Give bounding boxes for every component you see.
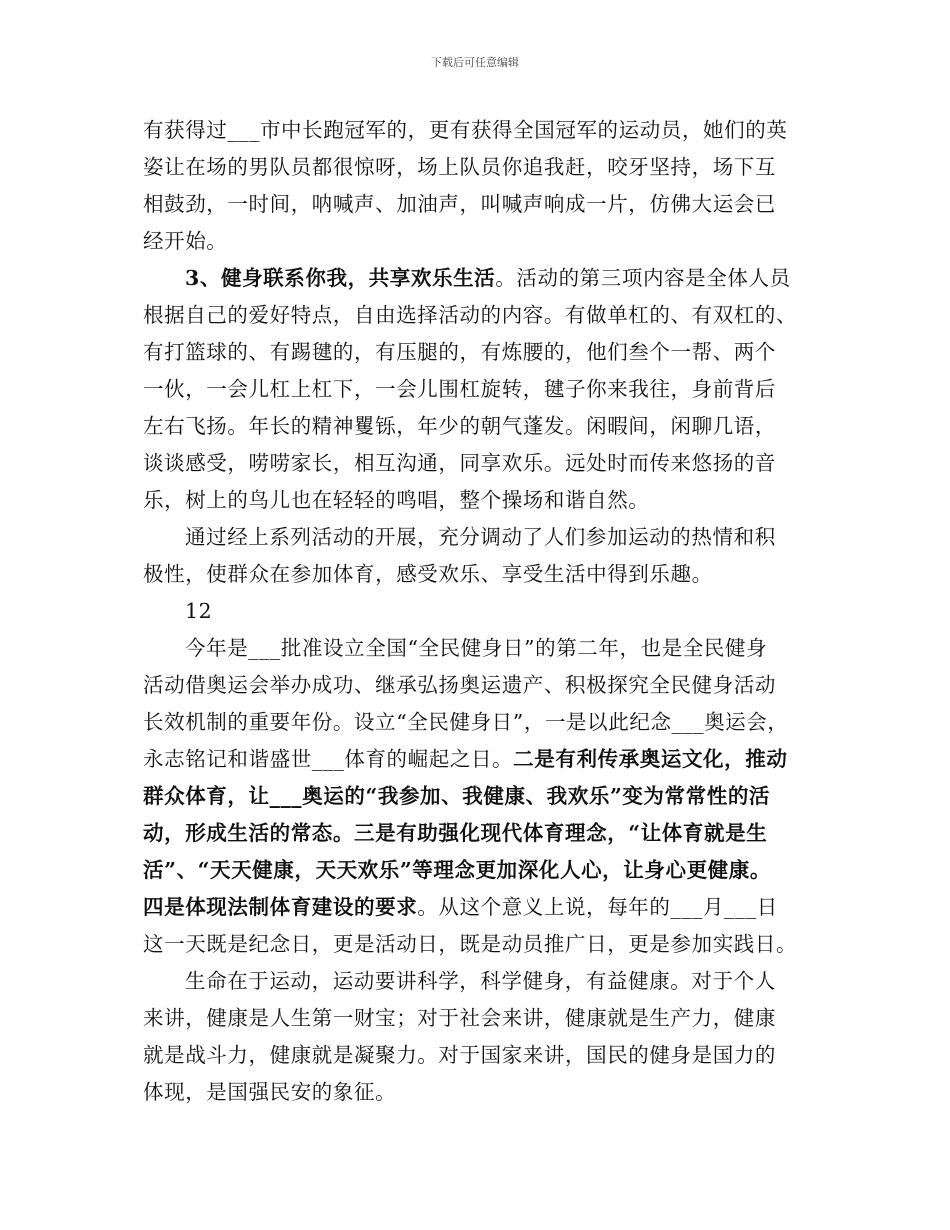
text-segment: 体现，是国强民安的象征。 bbox=[143, 1080, 397, 1104]
text-line bbox=[143, 1074, 835, 1111]
text-segment: 姿让在场的男队员都很惊呀，场上队员你追我赶，咬牙坚持，场下互 bbox=[143, 155, 776, 179]
text-segment: 根据自己的爱好特点，自由选择活动的内容。有做单杠的、有双杠的、 bbox=[143, 303, 798, 327]
text-segment: 谈谈感受，唠唠家长，相互沟通，同享欢乐。远处时而传来悠扬的音 bbox=[143, 451, 776, 475]
text-line bbox=[143, 112, 835, 149]
text-segment: 通过经上系列活动的开展，充分调动了人们参加运动的热情和积 bbox=[185, 525, 776, 549]
text-segment: 乐，树上的鸟儿也在轻轻的鸣唱，整个操场和谐自然。 bbox=[143, 488, 650, 512]
text-segment: 就是战斗力，健康就是凝聚力。对于国家来讲，国民的健身是国力的 bbox=[143, 1043, 776, 1067]
text-segment: 有获得过___市中长跑冠军的，更有获得全国冠军的运动员，她们的英 bbox=[143, 118, 788, 142]
text-line bbox=[143, 926, 835, 963]
document-body bbox=[143, 112, 835, 1111]
text-line bbox=[143, 149, 835, 186]
text-line bbox=[143, 334, 835, 371]
text-segment: 来讲，健康是人生第一财宝；对于社会来讲，健康就是生产力，健康 bbox=[143, 1006, 776, 1030]
text-segment: 12 bbox=[185, 599, 213, 623]
text-segment: 极性，使群众在参加体育，感受欢乐、享受生活中得到乐趣。 bbox=[143, 562, 713, 586]
text-segment: 今年是___批准设立全国“全民健身日”的第二年，也是全民健身 bbox=[185, 636, 768, 660]
bold-text-segment: 3、健身联系你我，共享欢乐生活 bbox=[185, 266, 496, 290]
bold-text-segment: 活”、“天天健康，天天欢乐”等理念更加深化人心，让身心更健康。 bbox=[143, 858, 771, 882]
text-segment: 一伙，一会儿杠上杠下，一会儿围杠旋转，毽子你来我往，身前背后 bbox=[143, 377, 776, 401]
text-line bbox=[143, 593, 835, 630]
text-line bbox=[143, 186, 835, 223]
page-header: 下载后可任意编辑 bbox=[431, 56, 519, 69]
text-line bbox=[143, 667, 835, 704]
text-line bbox=[143, 223, 835, 260]
text-segment: 相鼓劲，一时间，呐喊声、加油声，叫喊声响成一片，仿佛大运会已 bbox=[143, 192, 776, 216]
text-line bbox=[143, 778, 835, 815]
text-segment: 。从这个意义上说，每年的___月___日 bbox=[417, 895, 778, 919]
text-line bbox=[143, 445, 835, 482]
text-line bbox=[143, 408, 835, 445]
text-line bbox=[143, 852, 835, 889]
text-segment: 活动借奥运会举办成功、继承弘扬奥运遗产、积极探究全民健身活动 bbox=[143, 673, 776, 697]
text-segment: 。活动的第三项内容是全体人员 bbox=[495, 266, 791, 290]
bold-text-segment: 群众体育，让___奥运的“我参加、我健康、我欢乐”变为常常性的活 bbox=[143, 784, 771, 808]
text-line bbox=[143, 371, 835, 408]
text-segment: 长效机制的重要年份。设立“全民健身日”，一是以此纪念___奥运会， bbox=[143, 710, 789, 734]
text-line bbox=[143, 519, 835, 556]
bold-text-segment: 四是体现法制体育建设的要求 bbox=[143, 895, 418, 919]
text-line bbox=[143, 963, 835, 1000]
bold-text-segment: 二是有利传承奥运文化，推动 bbox=[513, 747, 788, 771]
text-line bbox=[143, 1000, 835, 1037]
text-line bbox=[143, 297, 835, 334]
text-line bbox=[143, 741, 835, 778]
text-segment: 这一天既是纪念日，更是活动日，既是动员推广日，更是参加实践日。 bbox=[143, 932, 798, 956]
bold-text-segment: 动，形成生活的常态。三是有助强化现代体育理念，“让体育就是生 bbox=[143, 821, 768, 845]
text-line bbox=[143, 260, 835, 297]
text-line bbox=[143, 1037, 835, 1074]
text-segment: 有打篮球的、有踢毽的，有压腿的，有炼腰的，他们叁个一帮、两个 bbox=[143, 340, 776, 364]
text-line bbox=[143, 889, 835, 926]
text-segment: 生命在于运动，运动要讲科学，科学健身，有益健康。对于个人 bbox=[185, 969, 776, 993]
text-line bbox=[143, 630, 835, 667]
text-line bbox=[143, 704, 835, 741]
text-line bbox=[143, 482, 835, 519]
text-line bbox=[143, 556, 835, 593]
text-segment: 经开始。 bbox=[143, 229, 228, 253]
text-line bbox=[143, 815, 835, 852]
text-segment: 左右飞扬。年长的精神矍铄，年少的朝气蓬发。闲暇间，闲聊几语， bbox=[143, 414, 776, 438]
text-segment: 永志铭记和谐盛世___体育的崛起之日。 bbox=[143, 747, 514, 771]
